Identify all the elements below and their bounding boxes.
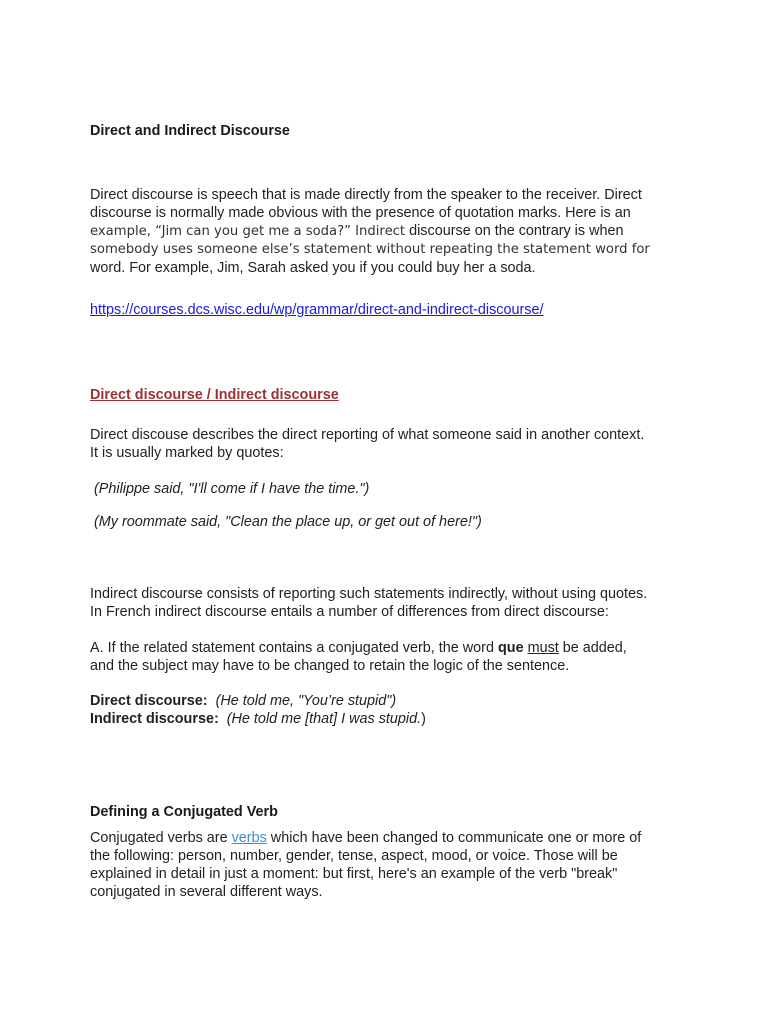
indirect-label: Indirect discourse: xyxy=(90,711,219,727)
defining-line-2: the following: person, number, gender, tense, aspect, mood, or voice. Those will be xyxy=(90,848,618,864)
defining-line-3: explained in detail in just a moment: but first, here's an example of the verb "break" xyxy=(90,866,618,882)
rule-a-line-2: and the subject may have to be changed to retain the logic of the sentence. xyxy=(90,658,570,674)
must-keyword: must xyxy=(527,640,559,656)
direct-desc-line-2: It is usually marked by quotes: xyxy=(90,445,284,461)
direct-description xyxy=(90,426,690,462)
defining-line-1 xyxy=(90,829,690,847)
defining-line-4: conjugated in several different ways. xyxy=(90,884,323,900)
verbs-link[interactable]: verbs xyxy=(231,830,267,846)
rule-a-line-1 xyxy=(90,639,690,657)
intro-paragraph xyxy=(90,186,690,277)
indirect-description xyxy=(90,585,690,621)
intro-line-3b: discourse on the contrary is when xyxy=(405,223,624,239)
indirect-close: ) xyxy=(421,711,426,727)
rule-a-prefix: A. If the related statement contains a conjugated verb, the word xyxy=(90,640,498,656)
direct-example: (He told me, "You’re stupid") xyxy=(215,693,397,709)
direct-desc-line-1: Direct discouse describes the direct reporting of what someone said in another context. xyxy=(90,427,645,443)
que-keyword: que xyxy=(497,640,524,656)
defining-line-1-suffix: which have been changed to communicate one or more of xyxy=(266,830,642,846)
direct-comparison xyxy=(90,692,690,710)
section-heading: Direct discourse / Indirect discourse xyxy=(90,387,339,403)
example-quote-1: (Philippe said, "I'll come if I have the time.") xyxy=(94,481,370,497)
defining-heading: Defining a Conjugated Verb xyxy=(90,804,278,820)
intro-line-2: discourse is normally made obvious with the presence of quotation marks. Here is an xyxy=(90,205,631,221)
indirect-desc-line-1: Indirect discourse consists of reporting such statements indirectly, without using quotes. xyxy=(90,586,648,602)
indirect-example: (He told me [that] I was stupid. xyxy=(226,711,422,727)
intro-line-3 xyxy=(90,222,690,241)
intro-line-5: word. For example, Jim, Sarah asked you if you could buy her a soda. xyxy=(90,260,536,276)
defining-paragraph xyxy=(90,829,690,901)
example-quote-2: (My roommate said, "Clean the place up, or get out of here!") xyxy=(94,514,482,530)
page-title: Direct and Indirect Discourse xyxy=(90,123,290,139)
rule-a-paragraph xyxy=(90,639,690,675)
rule-a-suffix: be added, xyxy=(558,640,627,656)
defining-line-1-prefix: Conjugated verbs are xyxy=(90,830,232,846)
intro-line-3a: example, “Jim can you get me a soda?” Indirect xyxy=(90,224,406,239)
indirect-comparison xyxy=(90,710,690,728)
direct-label: Direct discourse: xyxy=(90,693,208,709)
comparison-block xyxy=(90,692,690,728)
intro-line-1: Direct discourse is speech that is made directly from the speaker to the receiver. Direct xyxy=(90,187,642,203)
source-link[interactable]: https://courses.dcs.wisc.edu/wp/grammar/direct-and-indirect-discourse/ xyxy=(90,302,544,318)
intro-line-4: somebody uses someone else’s statement without repeating the statement word for xyxy=(90,242,650,257)
indirect-desc-line-2: In French indirect discourse entails a number of differences from direct discourse: xyxy=(90,604,609,620)
